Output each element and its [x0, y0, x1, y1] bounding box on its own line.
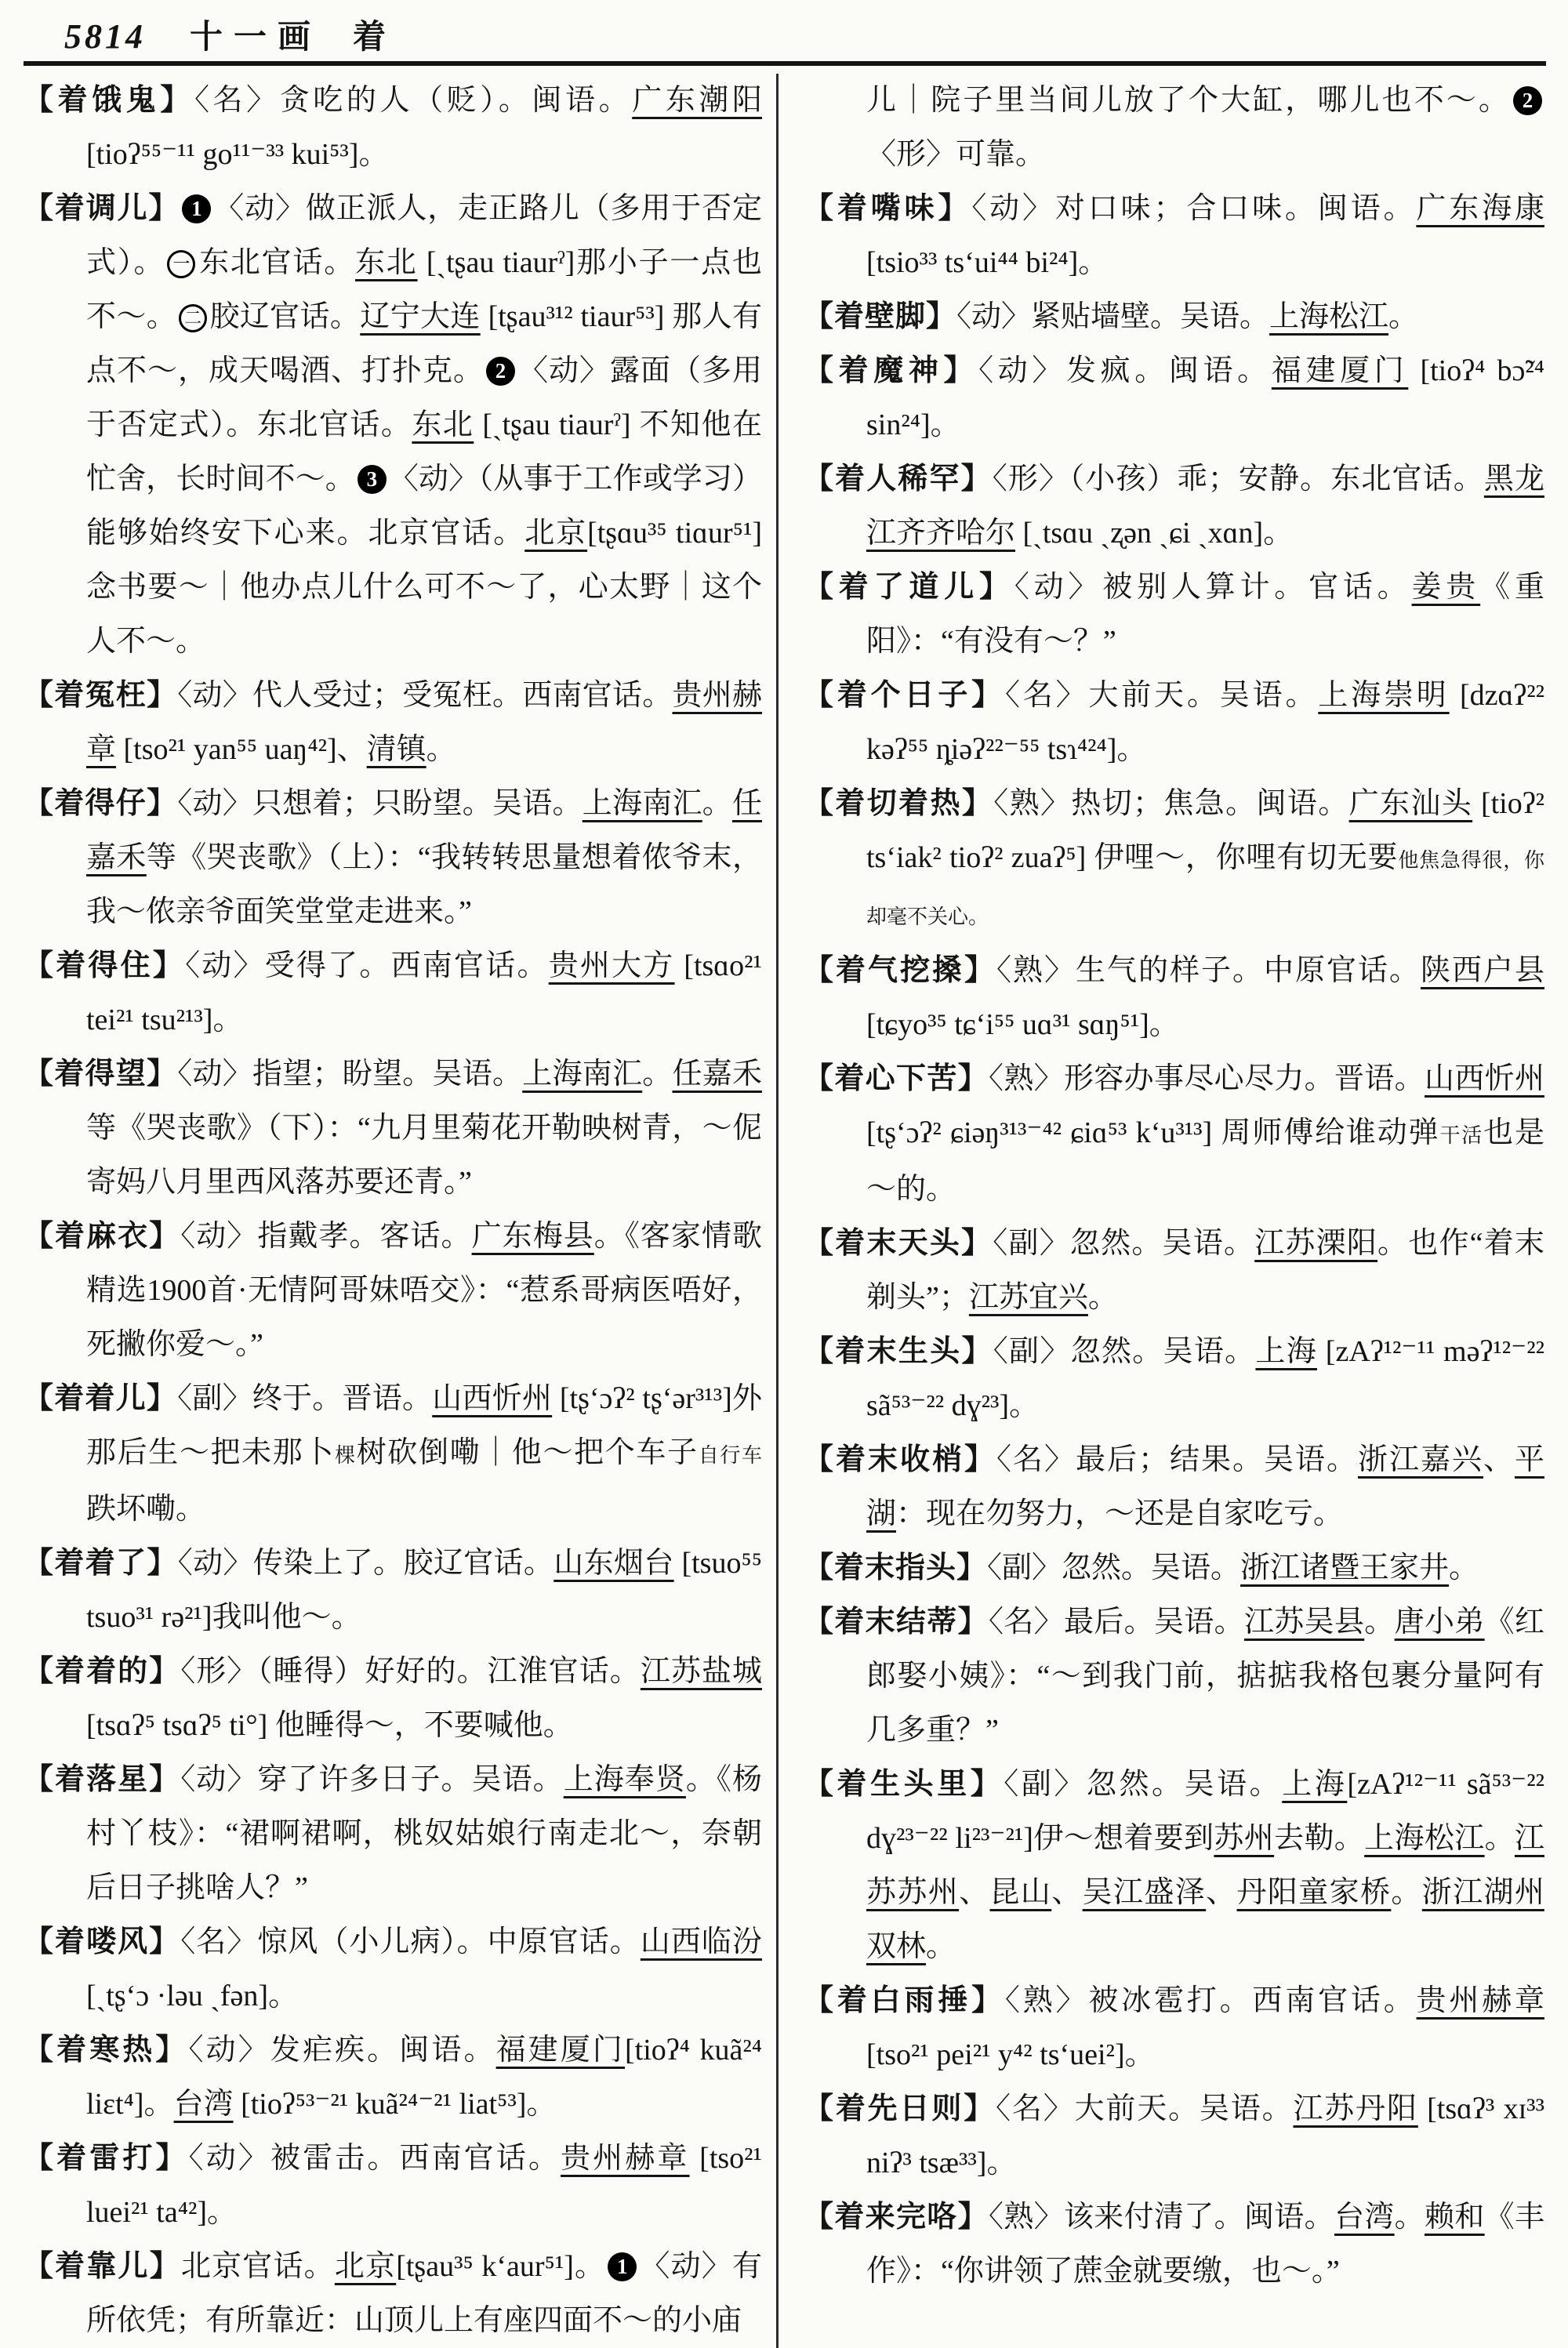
entry-text: 〈名〉惊风（小儿病）。中原官话。 — [180, 1925, 641, 1958]
entry-text: 〈动〉被雷击。西南官话。 — [188, 2142, 561, 2175]
entry-text: 等《哭丧歌》（上）：“我转转思量想着侬爷末，我～侬亲爷面笑堂堂走进来。” — [86, 841, 762, 928]
entry-text: 。 — [1449, 1551, 1479, 1584]
entry-text: [tʂ‘ɔʔ² ɕiəŋ³¹³⁻⁴² ɕiɑ⁵³ k‘u³¹³] 周师傅给谁动弹 — [866, 1116, 1440, 1149]
entry-text: [tʂɑu³⁵ tiɑur⁵¹] 念书要～｜他办点儿什么可不～了，心太野｜这个人不～。 — [86, 517, 762, 658]
entry-text: 胶辽官话。 — [209, 300, 361, 333]
entry-text: 〈名〉大前天。吴语。 — [996, 2092, 1294, 2125]
entry-text: 。 — [926, 1930, 956, 1963]
entry-text: 〈熟〉该来付清了。闽语。 — [988, 2201, 1334, 2234]
entry-headword: 【着调儿】 — [24, 192, 180, 225]
entry-text: [tioʔ⁵³⁻²¹ kuã²⁴⁻²¹ liat⁵³]。 — [233, 2088, 557, 2121]
entry-headword: 【着喽风】 — [24, 1925, 181, 1958]
entry-text: 。 — [1364, 1606, 1395, 1639]
entry-text: 〈动〉指戴孝。客话。 — [180, 1220, 472, 1253]
proper-name: 北京 — [334, 2250, 397, 2283]
entry-text: [ˏtʂau tiaurˀ] 不知他在忙舍，长时间不～。 — [86, 408, 762, 495]
entry-text: 〈熟〉形容办事尽心尽力。晋语。 — [989, 1062, 1425, 1095]
proper-name: 上海崇明 — [1318, 679, 1450, 712]
proper-name: 唐小弟 — [1394, 1606, 1485, 1639]
proper-name: 江苏吴县 — [1243, 1606, 1365, 1639]
dictionary-entry — [24, 182, 762, 669]
sense-number: 1 — [182, 194, 211, 223]
entry-text: ：现在勿努力，～还是自家吃亏。 — [896, 1497, 1344, 1530]
entry-headword: 【着末生头】 — [804, 1335, 993, 1368]
gloss-small: 他焦急得很，你却毫不关心。 — [866, 849, 1544, 928]
header-rule — [24, 61, 1546, 66]
entry-text: [tsɑo²¹ tei²¹ tsu²¹³]。 — [86, 949, 762, 1036]
entry-text: 。 — [1394, 2201, 1425, 2234]
entry-headword: 【着白雨捶】 — [804, 1984, 1005, 2017]
entry-text: 〈动〉指望；盼望。吴语。 — [177, 1058, 523, 1091]
entry-text: [tɕyo³⁵ tɕ‘i⁵⁵ uɑ³¹ sɑŋ⁵¹]。 — [866, 1008, 1179, 1041]
entry-headword: 【着末结蒂】 — [804, 1606, 989, 1639]
dictionary-entry — [24, 1210, 762, 1372]
proper-name: 丹阳童家桥 — [1236, 1876, 1392, 1909]
dictionary-entry — [804, 344, 1544, 452]
proper-name: 广东梅县 — [471, 1220, 594, 1253]
entry-text: 〈副〉忽然。吴语。 — [993, 1335, 1256, 1368]
entry-text: 去勒。 — [1274, 1822, 1365, 1855]
entry-text: [tʂ‘ɔʔ² tʂ‘ər³¹³]外那后生～把未那卜 — [86, 1382, 762, 1469]
entry-headword: 【着末天头】 — [804, 1227, 993, 1260]
dictionary-entry — [24, 1915, 762, 2023]
entry-text: [tioʔ⁴ bɔ̃²⁴ sin²⁴]。 — [866, 354, 1544, 441]
entry-text: 。也作“着末剃头”； — [866, 1227, 1544, 1314]
proper-name: 江苏溧阳 — [1254, 1227, 1378, 1260]
entry-text: [ˏtʂau tiaurˀ]那小子一点也不～。 — [86, 246, 762, 333]
proper-name: 东北 — [412, 408, 474, 441]
entry-text: 、 — [959, 1876, 990, 1909]
entry-headword: 【着落星】 — [24, 1763, 181, 1796]
dictionary-entry — [24, 777, 762, 939]
dictionary-entry — [24, 1372, 762, 1537]
dictionary-entry — [24, 2132, 762, 2240]
entry-headword: 【着靠儿】 — [24, 2250, 181, 2283]
entry-text: 。 — [1087, 1281, 1118, 1314]
entry-text: 〈熟〉被冰雹打。西南官话。 — [1004, 1984, 1417, 2017]
dictionary-entry — [804, 1433, 1544, 1541]
proper-name: 陕西户县 — [1420, 954, 1544, 987]
proper-name: 贵州赫章 — [86, 679, 762, 766]
entry-headword: 【着末指头】 — [804, 1551, 988, 1584]
entry-text: 《红郎娶小姨》：“～到我门前，掂掂我格包裹分量阿有几多重？” — [866, 1606, 1544, 1747]
entry-text: 跌坏嘞。 — [86, 1493, 206, 1526]
proper-name: 任嘉禾 — [86, 787, 762, 874]
entry-text: 〈动〉只想着；只盼望。吴语。 — [177, 787, 583, 820]
entry-text: 北京官话。 — [180, 2250, 335, 2283]
proper-name: 山西忻州 — [432, 1382, 553, 1415]
proper-name: 昆山 — [989, 1876, 1052, 1909]
proper-name: 平湖 — [866, 1443, 1544, 1530]
proper-name: 上海奉贤 — [563, 1763, 686, 1796]
entry-text: 〈副〉忽然。吴语。 — [1004, 1768, 1283, 1801]
entry-text: [tʂau³⁵ k‘aur⁵¹]。 — [396, 2250, 606, 2283]
proper-name: 上海松江 — [1364, 1822, 1485, 1855]
entry-text: 。 — [642, 1058, 673, 1091]
entry-headword: 【着了道儿】 — [804, 571, 1014, 604]
proper-name: 上海南汇 — [522, 1058, 643, 1091]
entry-text: 〈动〉露面（多用于否定式）。东北官话。 — [86, 354, 762, 441]
proper-name: 山东烟台 — [554, 1547, 674, 1580]
entry-text: 〈动〉被别人算计。官话。 — [1014, 571, 1412, 604]
gloss-small: 自行车 — [698, 1444, 762, 1467]
entry-text: 东北官话。 — [198, 246, 355, 279]
entry-text: [ˏtʂ‘ɔ ·ləu ˏfən]。 — [86, 1980, 299, 2012]
entry-text: 〈动〉发疟疾。闽语。 — [188, 2034, 496, 2067]
entry-headword: 【着寒热】 — [24, 2034, 189, 2067]
dictionary-entry — [24, 1645, 762, 1753]
proper-name: 江苏苏州 — [866, 1822, 1544, 1909]
entry-text: 〈熟〉生气的样子。中原官话。 — [996, 954, 1421, 987]
entry-text: [tsuo⁵⁵ tsuo³¹ rə²¹]我叫他～。 — [86, 1547, 762, 1634]
entry-text: [tsɑʔ³ xɪ³³ niʔ³ tsæ³³]。 — [866, 2092, 1544, 2179]
entry-headword: 【着切着热】 — [804, 787, 994, 820]
entry-text: 〈名〉大前天。吴语。 — [1004, 679, 1319, 712]
gloss-small: 棵 — [335, 1444, 357, 1467]
proper-name: 上海南汇 — [582, 787, 702, 820]
sense-number: 1 — [608, 2252, 637, 2281]
proper-name: 江苏丹阳 — [1293, 2092, 1418, 2125]
proper-name: 山西忻州 — [1424, 1062, 1544, 1095]
proper-name: 上海 — [1282, 1768, 1348, 1801]
dictionary-entry — [804, 2082, 1544, 2190]
dictionary-entry — [804, 2190, 1544, 2299]
dictionary-entry — [804, 1325, 1544, 1433]
entry-text: [tso²¹ yan⁵⁵ uaŋ⁴²]、 — [116, 733, 367, 766]
proper-name: 贵州赫章 — [1416, 1984, 1544, 2017]
proper-name: 姜贵 — [1411, 571, 1481, 604]
entry-text: 。《客家情歌精选1900首·无情阿哥妹唔交》：“惹系哥病医唔好，死撇你爱～。” — [86, 1220, 762, 1361]
entry-text: 〈动〉发疯。闽语。 — [978, 354, 1272, 387]
entry-text: [tioʔ² ts‘iak² tioʔ² zuaʔ⁵] 伊哩～，你哩有切无要 — [866, 787, 1544, 874]
entry-text: [tioʔ⁴ kuã²⁴ liɛt⁴]。 — [86, 2034, 762, 2121]
right-column — [776, 74, 1544, 2348]
entry-text: 。 — [702, 787, 732, 820]
entry-headword: 【着生头里】 — [804, 1768, 1004, 1801]
entry-text: 〈副〉忽然。吴语。 — [993, 1227, 1255, 1260]
proper-name: 广东汕头 — [1348, 787, 1473, 820]
entry-text: 。 — [1388, 300, 1419, 333]
dictionary-entry — [804, 1541, 1544, 1595]
entry-headword: 【着雷打】 — [24, 2142, 189, 2175]
proper-name: 浙江湖州双林 — [866, 1876, 1544, 1963]
entry-text: [tsɑʔ⁵ tsɑʔ⁵ ti°] 他睡得～，不要喊他。 — [86, 1709, 573, 1742]
dictionary-entry — [24, 2023, 762, 2132]
entry-text: 〈动〉代人受过；受冤枉。西南官话。 — [177, 679, 673, 712]
subsense-number: 二 — [179, 304, 207, 332]
entry-text: 、 — [1483, 1443, 1515, 1476]
entry-text: 。《杨村丫枝》：“裙啊裙啊，桃奴姑娘行南走北～，奈朝后日子挑啥人？” — [86, 1763, 762, 1904]
entry-text: 〈名〉最后；结果。吴语。 — [996, 1443, 1358, 1476]
entry-headword: 【着得望】 — [24, 1058, 178, 1091]
entry-text: [tʂau³¹² tiaur⁵³] 那人有点不～，成天喝酒、打扑克。 — [86, 300, 762, 387]
proper-name: 浙江嘉兴 — [1357, 1443, 1483, 1476]
proper-name: 辽宁大连 — [360, 300, 481, 333]
proper-name: 赖和 — [1424, 2201, 1485, 2234]
entry-headword: 【着着儿】 — [24, 1382, 178, 1415]
proper-name: 福建厦门 — [1271, 354, 1409, 387]
proper-name: 贵州赫章 — [561, 2142, 690, 2175]
entry-text: 〈动〉有所依凭；有所靠近：山顶儿上有座四面不～的小庙 — [86, 2250, 762, 2337]
dictionary-entry — [24, 1537, 762, 1645]
proper-name: 福建厦门 — [495, 2034, 625, 2067]
entry-headword: 【着心下苦】 — [804, 1062, 989, 1095]
dictionary-entry — [24, 939, 762, 1047]
entry-headword: 【着饿鬼】 — [24, 84, 194, 117]
entry-text: [zAʔ¹²⁻¹¹ məʔ¹²⁻²² sã⁵³⁻²² dɣ²³]。 — [866, 1335, 1544, 1422]
entry-headword: 【着冤枉】 — [24, 679, 178, 712]
dictionary-entry — [804, 944, 1544, 1052]
dictionary-entry — [804, 1758, 1544, 1974]
subsense-number: 一 — [167, 250, 195, 278]
entry-text: [tso²¹ pei²¹ y⁴² ts‘uei²]。 — [866, 2038, 1155, 2071]
entry-text: [tso²¹ luei²¹ ta⁴²]。 — [86, 2142, 762, 2229]
stroke-section: 十一画 — [190, 20, 322, 56]
dictionary-entry — [804, 1595, 1544, 1758]
proper-name: 清镇 — [366, 733, 426, 766]
entry-text: 、 — [1206, 1876, 1237, 1909]
page-header — [24, 11, 1546, 56]
entry-headword: 【着先日则】 — [804, 2092, 996, 2125]
proper-name: 北京 — [524, 517, 588, 550]
dictionary-entry — [804, 1217, 1544, 1325]
entry-headword: 【着嘴味】 — [804, 192, 972, 225]
entry-text: 〈名〉贪吃的人（贬）。闽语。 — [194, 84, 633, 117]
dictionary-entry — [24, 1047, 762, 1210]
entry-text: 〈熟〉热切；焦急。闽语。 — [993, 787, 1349, 820]
entry-text: 〈动〉做正派人，走正路儿（多用于否定式）。 — [86, 192, 762, 279]
entry-text: 〈动〉传染上了。胶辽官话。 — [177, 1547, 554, 1580]
entry-text: 〈形〉可靠。 — [866, 138, 1046, 171]
head-character: 着 — [353, 20, 387, 56]
entry-text: 儿｜院子里当间儿放了个大缸，哪儿也不～。 — [866, 84, 1511, 117]
entry-text: 《丰作》：“你讲领了蔗金就要缴，也～。” — [866, 2201, 1544, 2288]
proper-name: 东北 — [354, 246, 418, 279]
entry-text: 〈副〉忽然。吴语。 — [987, 1551, 1241, 1584]
proper-name: 吴江盛泽 — [1082, 1876, 1207, 1909]
dictionary-entry — [804, 182, 1544, 290]
proper-name: 上海松江 — [1269, 300, 1389, 333]
dictionary-entry — [24, 669, 762, 777]
entry-text: [tsio³³ ts‘ui⁴⁴ bi²⁴]。 — [866, 246, 1109, 279]
page-number: 5814 — [64, 17, 146, 56]
entry-headword: 【着得仔】 — [24, 787, 178, 820]
entry-continuation — [804, 74, 1544, 182]
entry-headword: 【着气挖搡】 — [804, 954, 996, 987]
entry-text: 《重阳》：“有没有～？” — [866, 571, 1544, 658]
dictionary-entry — [804, 777, 1544, 944]
entry-text: [ˏtsɑu ˏʐən ˏɕi ˏxɑn]。 — [1015, 517, 1294, 550]
entry-text: 等《哭丧歌》（下）：“九月里菊花开勒映树青，～伲寄妈八月里西风落苏要还青。” — [86, 1112, 762, 1199]
dictionary-entry — [24, 74, 762, 182]
sense-number: 2 — [486, 357, 515, 386]
entry-text: 树砍倒嘞｜他～把个车子 — [356, 1436, 699, 1469]
gloss-small: 干活 — [1439, 1124, 1484, 1147]
entry-text: [zAʔ¹²⁻¹¹ sã⁵³⁻²² dɣ²³⁻²² li²³⁻²¹]伊～想着要到 — [866, 1768, 1544, 1855]
proper-name: 江苏盐城 — [640, 1655, 762, 1688]
proper-name: 黑龙江齐齐哈尔 — [866, 463, 1544, 550]
entry-text: 也是～的。 — [866, 1116, 1544, 1206]
dictionary-entry — [804, 561, 1544, 669]
entry-headword: 【着得住】 — [24, 949, 186, 982]
entry-text: 。 — [1391, 1876, 1422, 1909]
proper-name: 任嘉禾 — [672, 1058, 762, 1091]
entry-headword: 【着壁脚】 — [804, 300, 957, 333]
entry-text: 〈动〉（从事于工作或学习）能够始终安下心来。北京官话。 — [86, 463, 762, 550]
entry-text: 〈名〉最后。吴语。 — [988, 1606, 1244, 1639]
entry-text: 〈形〉（小孩）乖；安静。东北官话。 — [992, 463, 1484, 495]
entry-headword: 【着个日子】 — [804, 679, 1005, 712]
entry-text: 。 — [426, 733, 456, 766]
proper-name: 山西临汾 — [640, 1925, 762, 1958]
dictionary-entry — [804, 1052, 1544, 1217]
columns — [24, 74, 1546, 2348]
entry-text: 〈形〉（睡得）好好的。江淮官话。 — [180, 1655, 641, 1688]
proper-name: 广东潮阳 — [632, 84, 762, 117]
proper-name: 上海 — [1255, 1335, 1318, 1368]
entry-text: 、 — [1051, 1876, 1083, 1909]
proper-name: 浙江诸暨王家井 — [1240, 1551, 1450, 1584]
proper-name: 广东海康 — [1416, 192, 1544, 225]
dictionary-entry — [804, 669, 1544, 777]
dictionary-entry — [804, 1974, 1544, 2082]
dictionary-entry — [24, 1753, 762, 1915]
entry-text: 〈动〉紧贴墙壁。吴语。 — [956, 300, 1270, 333]
dictionary-entry — [24, 2240, 762, 2348]
dictionary-entry — [804, 290, 1544, 344]
entry-text: [tioʔ⁵⁵⁻¹¹ go¹¹⁻³³ kui⁵³]。 — [86, 138, 389, 171]
entry-text: 〈动〉穿了许多日子。吴语。 — [180, 1763, 564, 1796]
entry-headword: 【着着了】 — [24, 1547, 178, 1580]
entry-text: 〈副〉终于。晋语。 — [177, 1382, 433, 1415]
proper-name: 江苏宜兴 — [968, 1281, 1088, 1314]
dictionary-entry — [804, 452, 1544, 561]
entry-headword: 【着麻衣】 — [24, 1220, 181, 1253]
proper-name: 贵州大方 — [548, 949, 675, 982]
entry-text: 〈动〉对口味；合口味。闽语。 — [971, 192, 1417, 225]
proper-name: 苏州 — [1214, 1822, 1275, 1855]
entry-text: 〈动〉受得了。西南官话。 — [185, 949, 549, 982]
proper-name: 台湾 — [173, 2088, 234, 2121]
entry-text: [dzɑʔ²² kəʔ⁵⁵ ȵiəʔ²²⁻⁵⁵ tsɿ⁴²⁴]。 — [866, 679, 1544, 766]
entry-headword: 【着末收梢】 — [804, 1443, 996, 1476]
entry-headword: 【着人稀罕】 — [804, 463, 993, 495]
proper-name: 台湾 — [1334, 2201, 1395, 2234]
sense-number: 2 — [1513, 86, 1542, 115]
sense-number: 3 — [358, 465, 387, 494]
entry-headword: 【着着的】 — [24, 1655, 181, 1688]
entry-headword: 【着魔神】 — [804, 354, 979, 387]
entry-headword: 【着来完咯】 — [804, 2201, 989, 2234]
left-column — [24, 74, 762, 2348]
entry-text: 。 — [1484, 1822, 1515, 1855]
